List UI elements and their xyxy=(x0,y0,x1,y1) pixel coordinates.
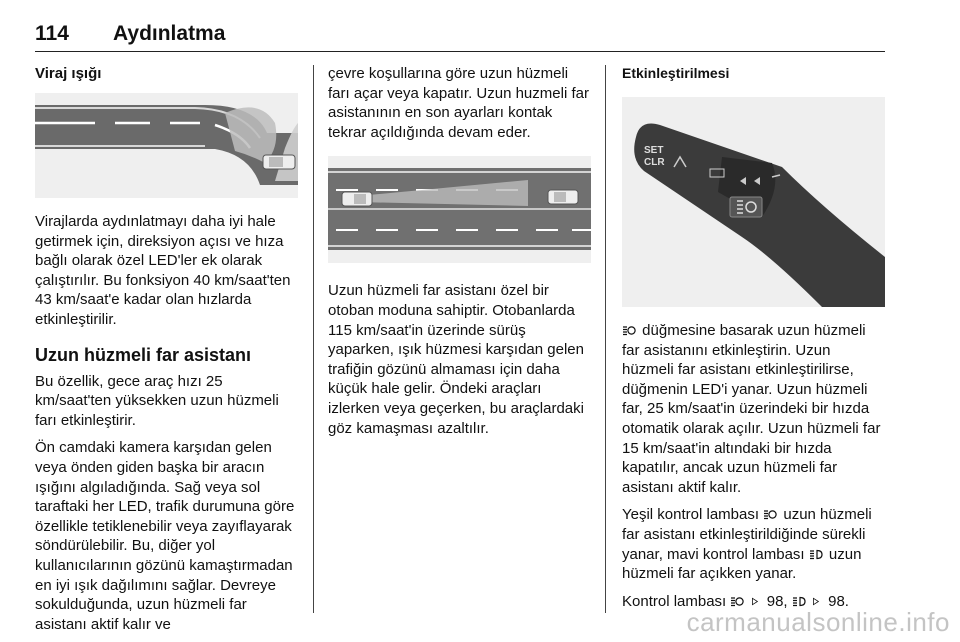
page-reference-arrow-icon-2[interactable] xyxy=(812,596,822,607)
continuation-paragraph: çevre koşullarına göre uzun hüzmeli farı açar veya kapatır. Uzun huzmeli far asistanının en son ayarları kontak tekrar açıldığında devam eder. xyxy=(328,65,589,141)
reference-page-1[interactable]: 98, xyxy=(766,592,788,610)
reference-page-2[interactable]: 98. xyxy=(828,592,849,610)
stalk-switch-figure xyxy=(622,97,885,307)
page-header xyxy=(35,22,885,50)
cornering-light-paragraph: Virajlarda aydınlatmayı daha iyi hale getirmek için, direksiyon açısı ve hıza bağlı olarak özel LED'ler ek olarak çalıştırılır. Bu fonksiyon 40 km/saat'ten 43 km/saat'e kadar olan hızlarda etkinleştirilir. xyxy=(35,213,291,328)
page-title: Aydınlatma xyxy=(113,22,226,45)
column-divider-1 xyxy=(313,65,314,613)
page-number: 114 xyxy=(35,22,69,45)
column-1 xyxy=(35,64,300,642)
green-indicator-icon xyxy=(763,509,777,520)
high-beam-icon-ref xyxy=(792,596,806,607)
highway-mode-figure xyxy=(328,156,591,263)
cornering-light-figure xyxy=(35,93,298,198)
camera-paragraph: Ön camdaki kamera karşıdan gelen veya önden giden başka bir aracın ışığını algıladığında. Sağ veya sol taraftaki her LED, trafik durumuna göre özellikle tetiklenebilir veya zayıflayarak söndürülebilir. Bu, diğer yol kullanıcılarının gözünü kamaştırmadan en iyi ışık dağılımını sağlar. Devreye sokulduğunda, uzun hüzmeli far asistanı aktif kalır ve xyxy=(35,439,295,633)
section-heading-activation: Etkinleştirilmesi xyxy=(622,65,730,81)
indicator-paragraph xyxy=(622,505,886,583)
stalk-label-clr: CLR xyxy=(644,157,665,168)
highway-mode-paragraph: Uzun hüzmeli far asistanı özel bir otoban moduna sahiptir. Otobanlarda 115 km/saat'in üzerinde sürüş yaparken, ışık hüzmesi karşıdan gelen trafiğin gözünü almaması için daha küçük hale gelir. Öndeki araçları izlerken veya geçerken, bu araçlardaki göz kamaşması azaltılır. xyxy=(328,282,584,437)
page-reference-arrow-icon[interactable] xyxy=(751,596,761,607)
column-3 xyxy=(622,64,886,619)
column-2 xyxy=(328,64,592,446)
section-heading-high-beam-assist: Uzun hüzmeli far asistanı xyxy=(35,344,252,365)
stalk-label-set: SET xyxy=(644,145,664,156)
indicator-text-b: uzun hüzmeli far asistanı etkinleştirildiğinde sürekli yanar, mavi kontrol lambası xyxy=(622,506,872,563)
high-beam-intro-paragraph: Bu özellik, gece araç hızı 25 km/saat'ten yüksekken uzun hüzmeli farı etkinleştirir. xyxy=(35,372,279,429)
high-beam-assist-icon-ref xyxy=(730,596,744,607)
watermark: carmanualsonline.info xyxy=(686,607,950,637)
column-divider-2 xyxy=(605,65,606,613)
activation-text: düğmesine basarak uzun hüzmeli far asistanını etkinleştirin. Uzun hüzmeli far asistanı etkinleştirilirse, düğmenin LED'i yanar. Uzun hüzmeli far, 25 km/saat'in üzerindeki bir hızda otomatik olarak açılır. Uzun hüzmeli far 15 km/saat'in altındaki bir hızda kapatılır, ancak uzun hüzmeli far asistanı aktif kalır. xyxy=(622,322,881,496)
activation-paragraph xyxy=(622,321,886,497)
header-rule xyxy=(35,51,885,52)
high-beam-assist-icon xyxy=(622,325,636,336)
indicator-text-c: uzun hüzmeli far açıkken yanar. xyxy=(622,545,862,583)
section-heading-cornering-light: Viraj ışığı xyxy=(35,65,102,82)
reference-text-a: Kontrol lambası xyxy=(622,592,727,610)
indicator-text-a: Yeşil kontrol lambası xyxy=(622,506,760,524)
blue-high-beam-icon xyxy=(809,549,823,560)
